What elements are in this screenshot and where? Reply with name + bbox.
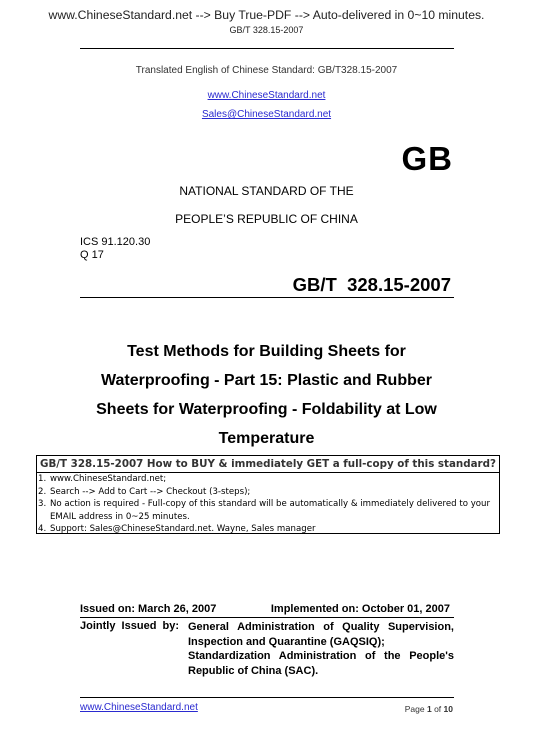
website-link-wrap xyxy=(0,85,533,103)
national-standard-line2: PEOPLE’S REPUBLIC OF CHINA xyxy=(175,212,358,226)
page-of: of xyxy=(431,704,444,714)
purchase-step xyxy=(37,498,499,523)
header-banner: www.ChineseStandard.net --> Buy True-PDF --> Auto-delivered in 0~10 minutes. xyxy=(48,8,485,22)
issuing-bodies xyxy=(188,620,454,678)
standard-code: GB/T 328.15-2007 xyxy=(292,274,451,295)
purchase-step xyxy=(37,523,499,536)
page-current: 1 xyxy=(426,704,432,714)
document-title xyxy=(0,337,533,453)
implemented-date: Implemented on: October 01, 2007 xyxy=(270,603,450,615)
header-divider xyxy=(80,48,454,49)
issuer-gaqsiq: General Administration of Quality Supervision, Inspection and Quarantine (GAQSIQ); xyxy=(188,621,454,648)
jointly-issued-label: Jointly Issued by: xyxy=(80,620,180,632)
step-text: Search --> Add to Cart --> Checkout (3-steps); xyxy=(50,486,251,497)
step-number: 3. xyxy=(38,499,47,509)
purchase-heading: GB/T 328.15-2007 How to BUY & immediately GET a full-copy of this standard? xyxy=(40,458,496,470)
q-code: Q 17 xyxy=(80,249,104,261)
classification xyxy=(80,236,150,262)
step-number: 4. xyxy=(38,524,47,534)
title-line-3: Sheets for Waterproofing - Foldability at Low xyxy=(96,401,437,418)
step-number: 2. xyxy=(38,486,47,497)
header-standard-code: GB/T 328.15-2007 xyxy=(229,25,304,35)
step-text: Support: Sales@ChineseStandard.net. Wayne, Sales manager xyxy=(50,524,316,534)
page-total: 10 xyxy=(443,704,453,714)
step-text: www.ChineseStandard.net; xyxy=(50,474,167,484)
title-line-4: Temperature xyxy=(218,430,315,447)
website-link[interactable]: www.ChineseStandard.net xyxy=(207,90,326,101)
ics-code: ICS 91.120.30 xyxy=(80,236,151,248)
footer-website-link[interactable]: www.ChineseStandard.net xyxy=(80,702,198,713)
issued-date: Issued on: March 26, 2007 xyxy=(80,603,217,615)
purchase-step xyxy=(37,486,499,499)
gb-mark: GB xyxy=(401,140,453,177)
email-link-wrap xyxy=(0,104,533,122)
footer-divider xyxy=(80,697,454,698)
step-text: No action is required - Full-copy of this standard will be automatically & immediately delivered to your EMAIL address in 0~25 minutes. xyxy=(50,499,491,522)
page-number xyxy=(405,704,453,714)
title-line-1: Test Methods for Building Sheets for xyxy=(127,343,406,360)
footer-link-wrap xyxy=(80,702,198,713)
translated-note: Translated English of Chinese Standard: GB/T328.15-2007 xyxy=(135,65,398,76)
purchase-step xyxy=(37,473,499,486)
dates-divider xyxy=(80,617,454,618)
title-line-2: Waterproofing - Part 15: Plastic and Rubber xyxy=(100,372,432,389)
step-number: 1. xyxy=(38,474,47,484)
issuer-sac: Standardization Administration of the People's Republic of China (SAC). xyxy=(188,650,454,677)
email-link[interactable]: Sales@ChineseStandard.net xyxy=(201,109,332,120)
purchase-steps xyxy=(37,473,499,536)
purchase-info-box xyxy=(36,455,500,534)
page-prefix: Page xyxy=(404,704,427,714)
standard-code-divider xyxy=(80,297,454,298)
national-standard-line1: NATIONAL STANDARD OF THE xyxy=(179,184,354,198)
